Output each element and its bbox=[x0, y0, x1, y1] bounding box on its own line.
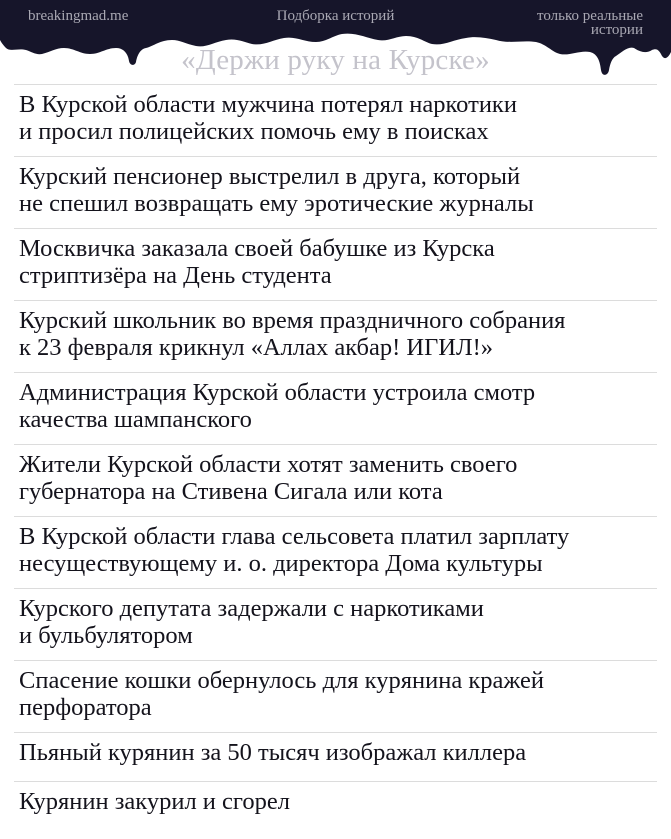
story-headline-line2: несуществующему и. о. директора Дома культуры bbox=[19, 550, 543, 577]
story-item-2[interactable] bbox=[14, 156, 657, 228]
story-item-4[interactable] bbox=[14, 300, 657, 372]
story-headline-line1: Москвичка заказала своей бабушке из Курска bbox=[19, 235, 495, 262]
story-headline-line2: губернатора на Стивена Сигала или кота bbox=[19, 478, 443, 505]
page-header bbox=[0, 0, 671, 80]
story-headline-line1: Спасение кошки обернулось для курянина кражей bbox=[19, 667, 544, 694]
page-title: «Держи руку на Курске» bbox=[181, 44, 490, 76]
story-headline-line1: Курский пенсионер выстрелил в друга, который bbox=[19, 163, 521, 190]
story-headline-line2: не спешил возвращать ему эротические журналы bbox=[19, 190, 534, 217]
story-headline-line2: перфоратора bbox=[19, 694, 152, 721]
story-item-9[interactable] bbox=[14, 660, 657, 732]
story-headline-line1: Администрация Курской области устроила смотр bbox=[19, 379, 536, 406]
story-headline-line1: Курского депутата задержали с наркотиками bbox=[19, 595, 484, 622]
story-headline-line1: Жители Курской области хотят заменить своего bbox=[19, 451, 518, 478]
collection-label: Подборка историй bbox=[276, 8, 395, 24]
story-item-10[interactable] bbox=[14, 732, 657, 781]
story-item-1[interactable] bbox=[14, 84, 657, 156]
story-item-3[interactable] bbox=[14, 228, 657, 300]
story-headline-line1: В Курской области глава сельсовета платил зарплату bbox=[19, 523, 570, 550]
story-headline-line2: к 23 февраля крикнул «Аллах акбар! ИГИЛ!» bbox=[19, 334, 493, 361]
story-headline-line1: Курянин закурил и сгорел bbox=[19, 788, 290, 815]
story-headline-line1: В Курской области мужчина потерял наркотики bbox=[19, 91, 517, 118]
story-headline-line2: качества шампанского bbox=[19, 406, 252, 433]
site-name-link[interactable]: breakingmad.me bbox=[28, 8, 129, 24]
story-headline-line1: Курский школьник во время праздничного собрания bbox=[19, 307, 566, 334]
story-headline-line2: и просил полицейских помочь ему в поисках bbox=[19, 118, 489, 145]
story-item-5[interactable] bbox=[14, 372, 657, 444]
story-item-7[interactable] bbox=[14, 516, 657, 588]
story-headline-line1: Пьяный курянин за 50 тысяч изображал киллера bbox=[19, 739, 527, 766]
story-item-6[interactable] bbox=[14, 444, 657, 516]
story-item-11[interactable] bbox=[14, 781, 657, 830]
story-headline-line2: стриптизёра на День студента bbox=[19, 262, 332, 289]
story-headline-line2: и бульбулятором bbox=[19, 622, 193, 649]
tagline bbox=[483, 9, 643, 37]
story-item-8[interactable] bbox=[14, 588, 657, 660]
story-list bbox=[14, 84, 657, 830]
tagline-line1: только реальные bbox=[537, 8, 643, 24]
tagline-line2: истории bbox=[590, 22, 643, 38]
